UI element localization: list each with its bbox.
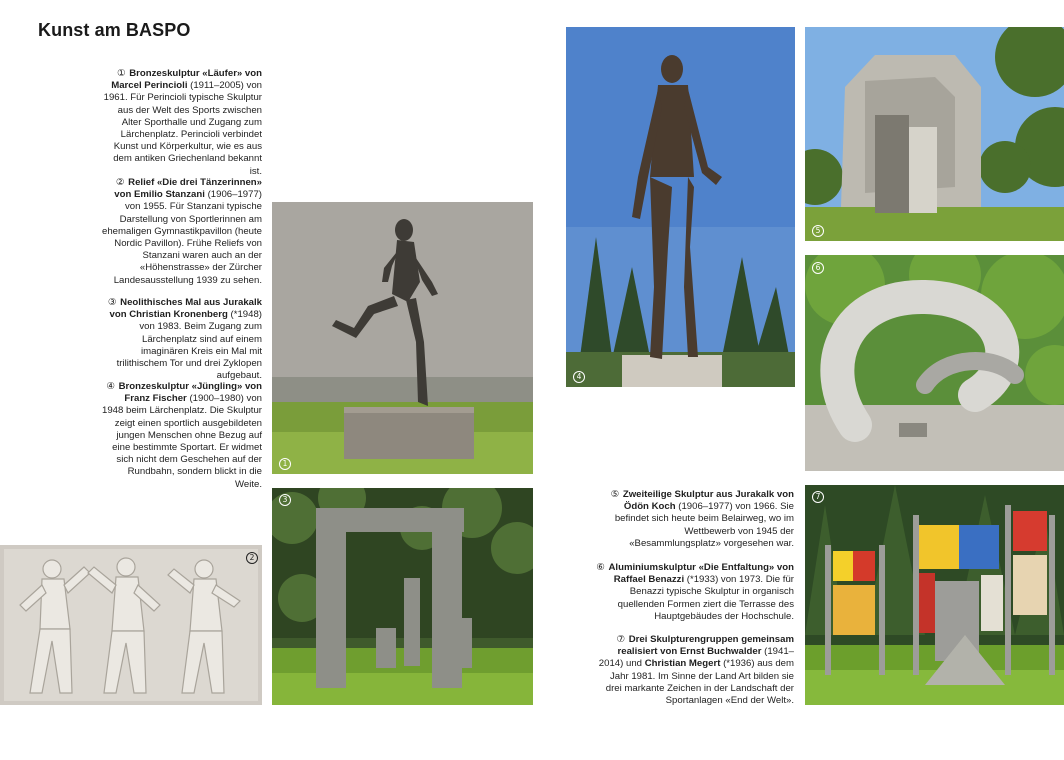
photo-neolithisches-mal — [272, 488, 533, 705]
caption-2-title: Relief «Die drei Tänzerinnen» von Emilio Stanzani — [114, 177, 262, 201]
caption-5-title: Zweiteilige Skulptur aus Jurakalk von Ödön Koch — [622, 489, 794, 513]
caption-7-title-2: Christian Megert — [644, 658, 721, 670]
caption-7 — [596, 634, 794, 707]
marker-5: ⑤ — [610, 489, 620, 500]
photo-relief — [0, 545, 262, 705]
marker-6: ⑥ — [596, 562, 605, 573]
marker-4: ④ — [106, 381, 115, 392]
photo-number-4: 4 — [573, 371, 585, 383]
photo-laeufer — [272, 202, 533, 474]
caption-4-text: (1900–1980) von 1948 beim Lärchenplatz. Die Skulptur zeigt einen sportlich ausgebildeten jungen Menschen ohne Bezug auf eine bestimmte Sportart. Er widmet sich nicht dem Geschehen auf der Rundbahn, sondern blickt in die Weite. — [102, 393, 262, 490]
marker-3: ③ — [107, 297, 117, 308]
caption-5-text: (1906–1977) von 1966. Sie befindet sich heute beim Belairweg, wo im Wettbewerb von 1945 der «Besammlungsplatz» vorgesehen war. — [614, 501, 794, 549]
caption-7-text: (*1936) aus dem Jahr 1981. Im Sinne der Land Art bilden sie drei markante Zeichen in der Landschaft der Sportanlagen «End der Welt». — [605, 658, 794, 707]
caption-5 — [596, 489, 794, 550]
photo-juengling — [566, 27, 795, 387]
photo-number-2: 2 — [246, 552, 258, 564]
caption-1 — [102, 68, 262, 178]
photo-zweiteilige-skulptur — [805, 27, 1064, 241]
page-title: Kunst am BASPO — [38, 20, 191, 40]
photo-number-7: 7 — [812, 491, 824, 503]
caption-2 — [102, 177, 262, 287]
marker-1: ① — [116, 68, 126, 79]
caption-2-text: (1906–1977) von 1955. Für Stanzani typische Darstellung von Sportlerinnen am ehemaligen Gymnastikpavillon (heute Nordic Pavillon). Frühe Reliefs von Stanzani waren auch an der «Höhenstrasse» der Zürcher Landesausstellung 1939 zu sehen. — [102, 189, 262, 286]
caption-3-text: (*1948) von 1983. Beim Zugang zum Lärchenplatz sind auf einem imaginären Kreis ein Mal mit trilithischem Tor und drei Zyklopen aufgebaut. — [116, 309, 262, 382]
photo-die-entfaltung — [805, 255, 1064, 471]
photo-number-1: 1 — [279, 458, 291, 470]
caption-7-title-mid: (1941–2014) und — [598, 646, 794, 670]
caption-1-text: (1911–2005) von 1961. Für Perincioli typische Skulptur aus der Welt des Sports zwischen Alter Sporthalle und Zugang zum Lärchenplatz. Perincioli verbindet Kunst und Körperkultur, wie es aus dem antiken Griechenland bekannt ist. — [103, 80, 262, 177]
marker-7: ⑦ — [616, 634, 626, 645]
marker-2: ② — [115, 177, 125, 188]
photo-number-5: 5 — [812, 225, 824, 237]
caption-7-title: Drei Skulpturengruppen gemeinsam realisiert von Ernst Buchwalder — [617, 634, 794, 658]
caption-6-text: (*1933) von 1973. Die für Benazzi typische Skulptur in organisch quellenden Formen ziert die Terrasse des Hauptgebäudes der Hochschule. — [617, 574, 794, 622]
caption-6-title: Aluminiumskulptur «Die Entfaltung» von Raffael Benazzi — [608, 562, 794, 586]
photo-land-art — [805, 485, 1064, 705]
caption-3 — [102, 297, 262, 382]
photo-number-3: 3 — [279, 494, 291, 506]
caption-4 — [102, 381, 262, 491]
caption-3-title: Neolithisches Mal aus Jurakalk von Christian Kronenberg — [109, 297, 262, 321]
caption-1-title: Bronzeskulptur «Läufer» von Marcel Perincioli — [111, 68, 262, 92]
caption-6 — [596, 562, 794, 623]
caption-4-title: Bronzeskulptur «Jüngling» von Franz Fischer — [118, 381, 262, 405]
photo-number-6: 6 — [812, 262, 824, 274]
